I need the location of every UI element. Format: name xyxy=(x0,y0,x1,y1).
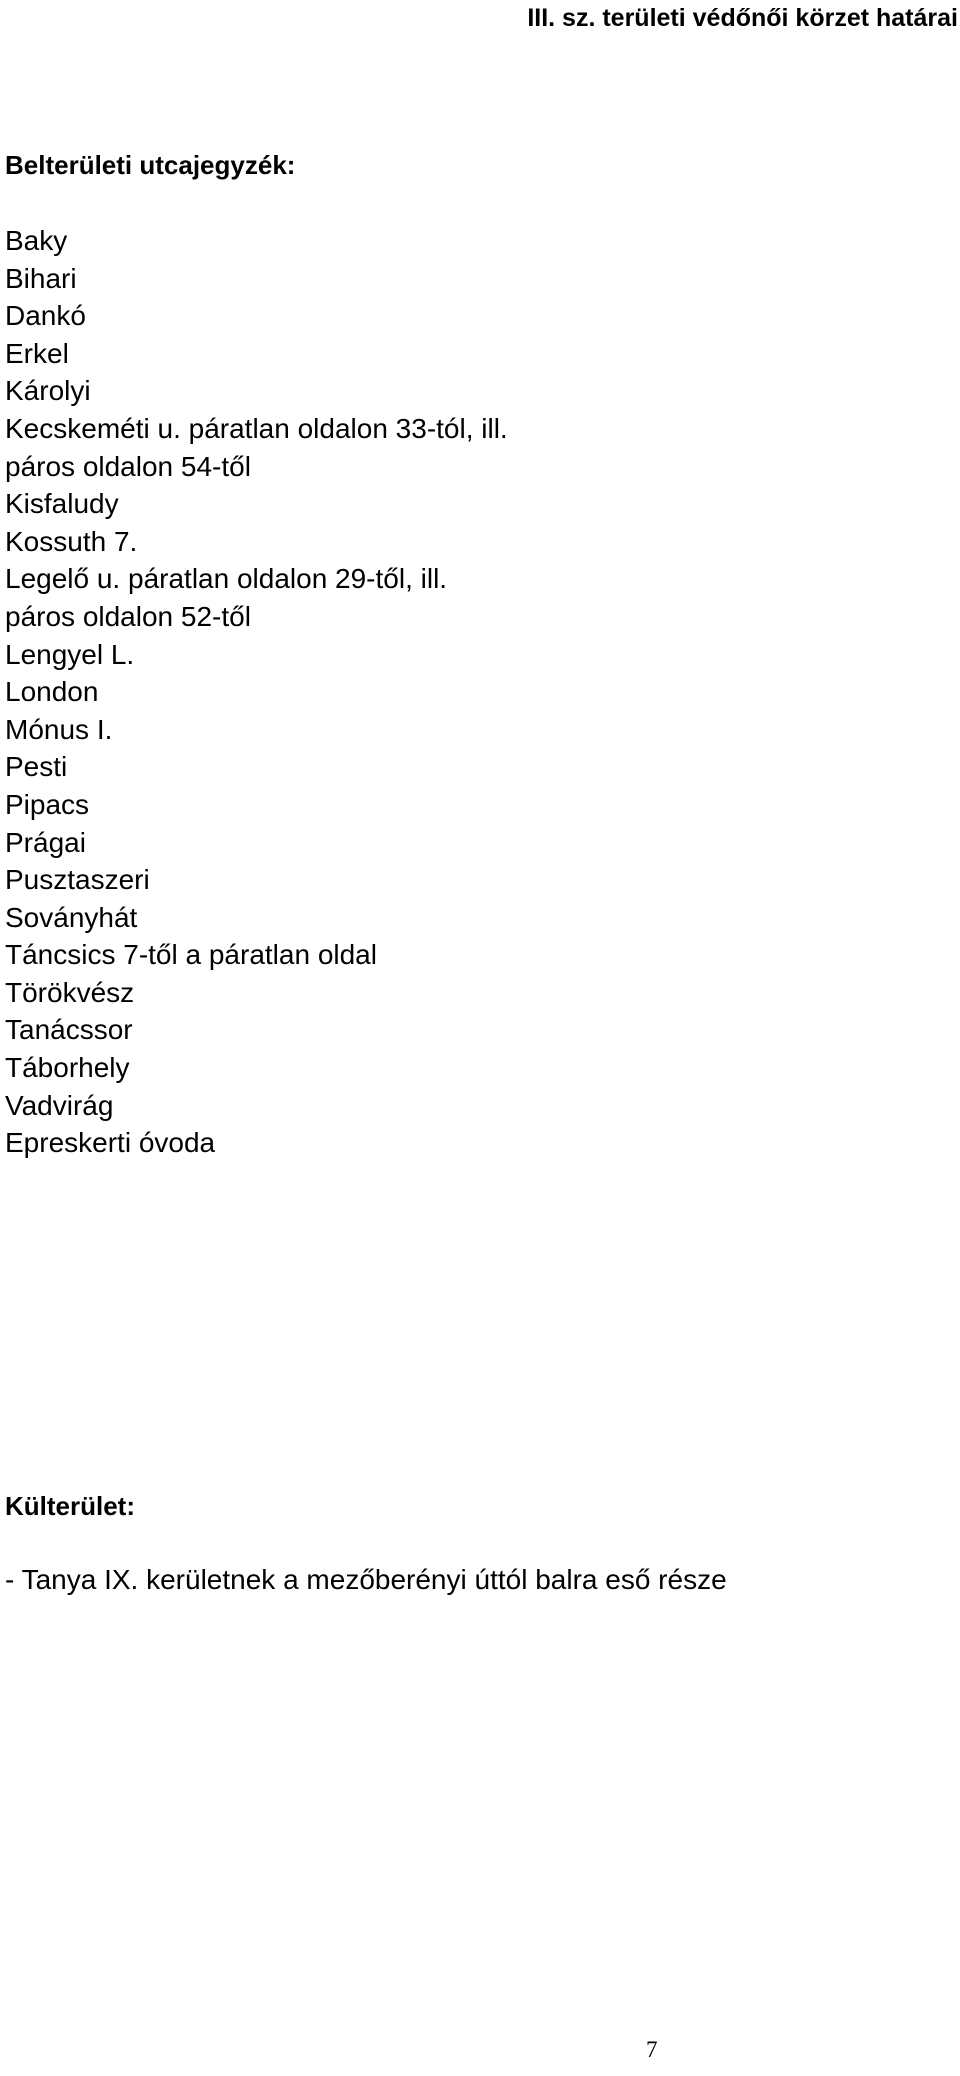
list-item: Bihari xyxy=(5,262,77,294)
list-item: páros oldalon 52-től xyxy=(5,600,251,632)
list-item: Lengyel L. xyxy=(5,638,135,670)
inner-area-heading: Belterületi utcajegyzék: xyxy=(5,150,296,180)
list-item: Kisfaludy xyxy=(5,488,119,520)
list-item: Törökvész xyxy=(5,976,135,1008)
list-item: Soványhát xyxy=(5,901,138,933)
list-item: Prágai xyxy=(5,826,86,858)
list-item: páros oldalon 54-től xyxy=(5,450,251,482)
list-item: Tanácssor xyxy=(5,1014,133,1046)
list-item: Erkel xyxy=(5,337,69,369)
list-item: Pusztaszeri xyxy=(5,864,150,896)
list-item: Pipacs xyxy=(5,788,90,820)
list-item: Kossuth 7. xyxy=(5,525,138,557)
list-item: Pesti xyxy=(5,751,68,783)
list-item: Mónus I. xyxy=(5,713,113,745)
list-item: Legelő u. páratlan oldalon 29-től, ill. xyxy=(5,563,448,595)
page-title: III. sz. területi védőnői körzet határai xyxy=(527,4,958,32)
list-item: Vadvirág xyxy=(5,1089,114,1121)
street-list xyxy=(5,222,508,1162)
outer-area-heading: Külterület: xyxy=(5,1491,135,1521)
list-item: Baky xyxy=(5,225,68,256)
list-item: Táncsics 7-től a páratlan oldal xyxy=(5,939,377,971)
outer-area-text: - Tanya IX. kerületnek a mezőberényi úttól balra eső része xyxy=(5,1564,727,1595)
list-item: Dankó xyxy=(5,300,86,332)
list-item: Táborhely xyxy=(5,1052,130,1084)
list-item: Kecskeméti u. páratlan oldalon 33-tól, ill. xyxy=(5,412,508,444)
page-number: 7 xyxy=(646,2037,658,2062)
list-item: Epreskerti óvoda xyxy=(5,1127,216,1159)
list-item: Károlyi xyxy=(5,375,91,407)
list-item: London xyxy=(5,676,99,708)
